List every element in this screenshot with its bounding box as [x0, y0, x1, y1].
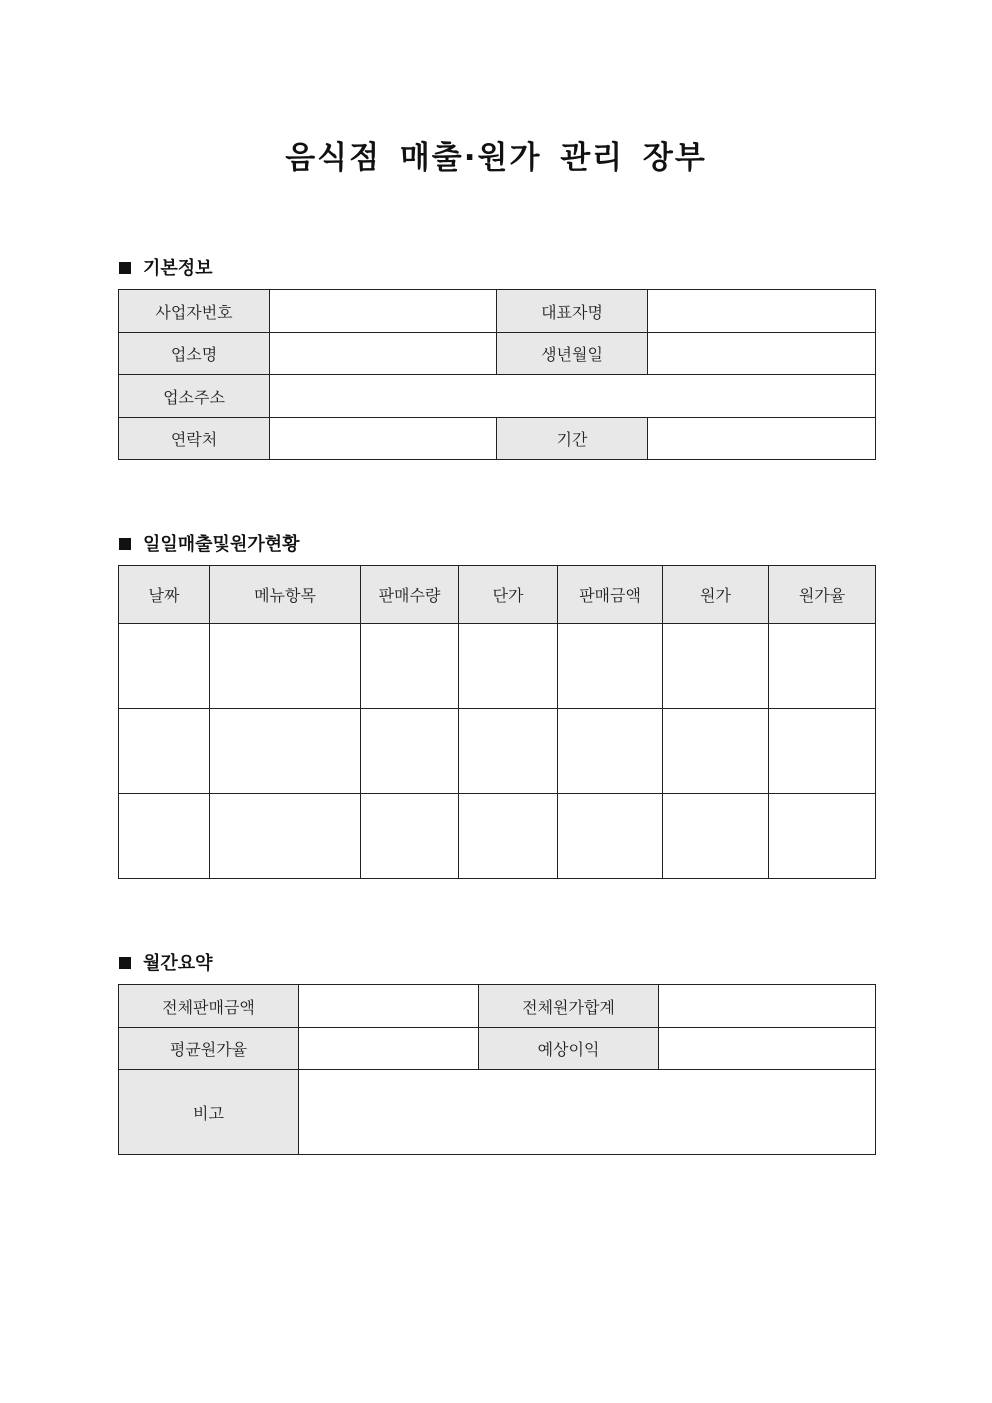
- cost-rate-cell[interactable]: [769, 624, 876, 709]
- header-cost-rate: 원가율: [769, 566, 876, 624]
- square-bullet-icon: [119, 957, 131, 969]
- monthly-summary-table: [118, 984, 876, 1155]
- table-row: [119, 624, 876, 709]
- avg-cost-rate-label: 평균원가율: [119, 1028, 299, 1070]
- sales-amount-cell[interactable]: [558, 709, 663, 794]
- cost-cell[interactable]: [663, 794, 769, 879]
- quantity-cell[interactable]: [361, 794, 459, 879]
- contact-field[interactable]: [270, 418, 497, 460]
- business-number-field[interactable]: [270, 290, 497, 333]
- quantity-cell[interactable]: [361, 709, 459, 794]
- remarks-field[interactable]: [299, 1070, 876, 1155]
- header-date: 날짜: [119, 566, 210, 624]
- date-cell[interactable]: [119, 794, 210, 879]
- birthdate-label: 생년월일: [497, 333, 648, 375]
- daily-sales-table: [118, 565, 876, 879]
- cost-rate-cell[interactable]: [769, 709, 876, 794]
- basic-info-heading: 기본정보: [143, 258, 213, 279]
- date-cell[interactable]: [119, 624, 210, 709]
- cost-cell[interactable]: [663, 709, 769, 794]
- avg-cost-rate-field[interactable]: [299, 1028, 479, 1070]
- table-row: [119, 794, 876, 879]
- basic-info-section-title: [119, 254, 213, 280]
- header-menu-item: 메뉴항목: [210, 566, 361, 624]
- cost-rate-cell[interactable]: [769, 794, 876, 879]
- business-name-field[interactable]: [270, 333, 497, 375]
- table-row: [119, 709, 876, 794]
- monthly-summary-heading: 월간요약: [143, 953, 213, 974]
- daily-sales-section-title: [119, 530, 300, 556]
- unit-price-cell[interactable]: [459, 624, 558, 709]
- period-field[interactable]: [648, 418, 876, 460]
- date-cell[interactable]: [119, 709, 210, 794]
- header-sales-amount: 판매금액: [558, 566, 663, 624]
- header-unit-price: 단가: [459, 566, 558, 624]
- basic-info-table: [118, 289, 876, 460]
- business-name-label: 업소명: [119, 333, 270, 375]
- square-bullet-icon: [119, 262, 131, 274]
- address-field[interactable]: [270, 375, 876, 418]
- document-title: 음식점 매출·원가 관리 장부: [285, 140, 707, 176]
- unit-price-cell[interactable]: [459, 709, 558, 794]
- menu-item-cell[interactable]: [210, 794, 361, 879]
- total-cost-field[interactable]: [659, 985, 876, 1028]
- remarks-label: 비고: [119, 1070, 299, 1155]
- daily-sales-heading: 일일매출및원가현황: [143, 534, 300, 555]
- representative-field[interactable]: [648, 290, 876, 333]
- expected-profit-field[interactable]: [659, 1028, 876, 1070]
- unit-price-cell[interactable]: [459, 794, 558, 879]
- square-bullet-icon: [119, 538, 131, 550]
- total-cost-label: 전체원가합계: [479, 985, 659, 1028]
- quantity-cell[interactable]: [361, 624, 459, 709]
- period-label: 기간: [497, 418, 648, 460]
- contact-label: 연락처: [119, 418, 270, 460]
- cost-cell[interactable]: [663, 624, 769, 709]
- header-quantity: 판매수량: [361, 566, 459, 624]
- business-number-label: 사업자번호: [119, 290, 270, 333]
- sales-amount-cell[interactable]: [558, 624, 663, 709]
- sales-amount-cell[interactable]: [558, 794, 663, 879]
- birthdate-field[interactable]: [648, 333, 876, 375]
- total-sales-field[interactable]: [299, 985, 479, 1028]
- representative-label: 대표자명: [497, 290, 648, 333]
- expected-profit-label: 예상이익: [479, 1028, 659, 1070]
- address-label: 업소주소: [119, 375, 270, 418]
- header-cost: 원가: [663, 566, 769, 624]
- monthly-summary-section-title: [119, 949, 213, 975]
- menu-item-cell[interactable]: [210, 709, 361, 794]
- total-sales-label: 전체판매금액: [119, 985, 299, 1028]
- menu-item-cell[interactable]: [210, 624, 361, 709]
